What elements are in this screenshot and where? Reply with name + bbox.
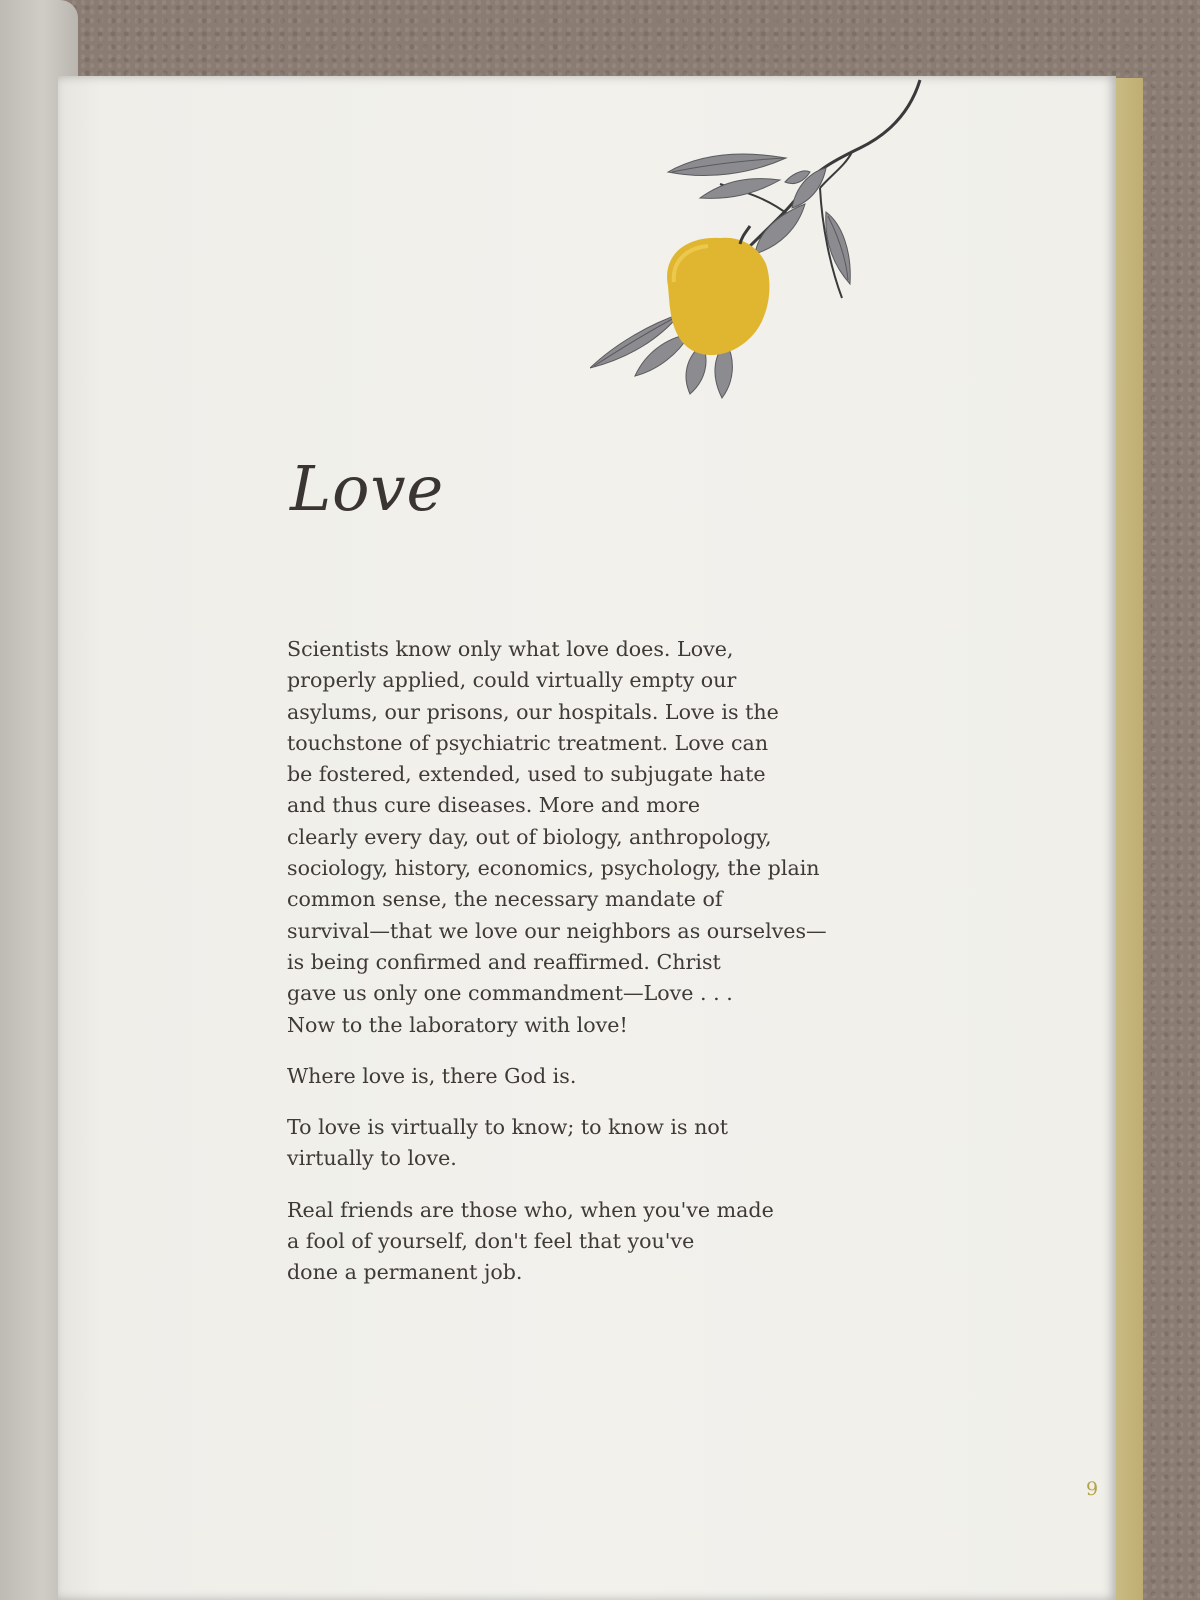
- text-line: clearly every day, out of biology, anthropology,: [287, 824, 772, 849]
- page-number: 9: [1086, 1478, 1099, 1500]
- text-line: a fool of yourself, don't feel that you've: [287, 1229, 695, 1254]
- paragraph-friends: [287, 1195, 947, 1289]
- paragraph-god: [287, 1061, 947, 1092]
- text-line: survival—that we love our neighbors as ourselves—: [287, 918, 827, 943]
- text-line: properly applied, could virtually empty our: [287, 668, 737, 693]
- text-line: be fostered, extended, used to subjugate hate: [287, 762, 766, 787]
- text-line: asylums, our prisons, our hospitals. Love is the: [287, 699, 779, 724]
- text-line: To love is virtually to know; to know is not: [287, 1115, 729, 1140]
- text-line: touchstone of psychiatric treatment. Love can: [287, 730, 769, 755]
- text-line: gave us only one commandment—Love . . .: [287, 981, 733, 1006]
- paragraph-know: [287, 1112, 947, 1175]
- text-line: Scientists know only what love does. Love,: [287, 637, 734, 661]
- text-line: sociology, history, economics, psychology, the plain: [287, 856, 820, 881]
- lemon-branch-icon: [590, 76, 950, 416]
- text-line: Real friends are those who, when you've made: [287, 1197, 774, 1222]
- text-line: done a permanent job.: [287, 1260, 523, 1285]
- page-title: Love: [290, 452, 445, 525]
- text-line: virtually to love.: [287, 1146, 457, 1171]
- text-line: Where love is, there God is.: [287, 1063, 577, 1088]
- text-line: Now to the laboratory with love!: [287, 1012, 628, 1037]
- text-line: is being confirmed and reaffirmed. Christ: [287, 949, 721, 974]
- text-line: and thus cure diseases. More and more: [287, 793, 701, 818]
- text-line: common sense, the necessary mandate of: [287, 887, 723, 912]
- paragraph-science: [287, 634, 947, 1041]
- body-text: [287, 634, 947, 1309]
